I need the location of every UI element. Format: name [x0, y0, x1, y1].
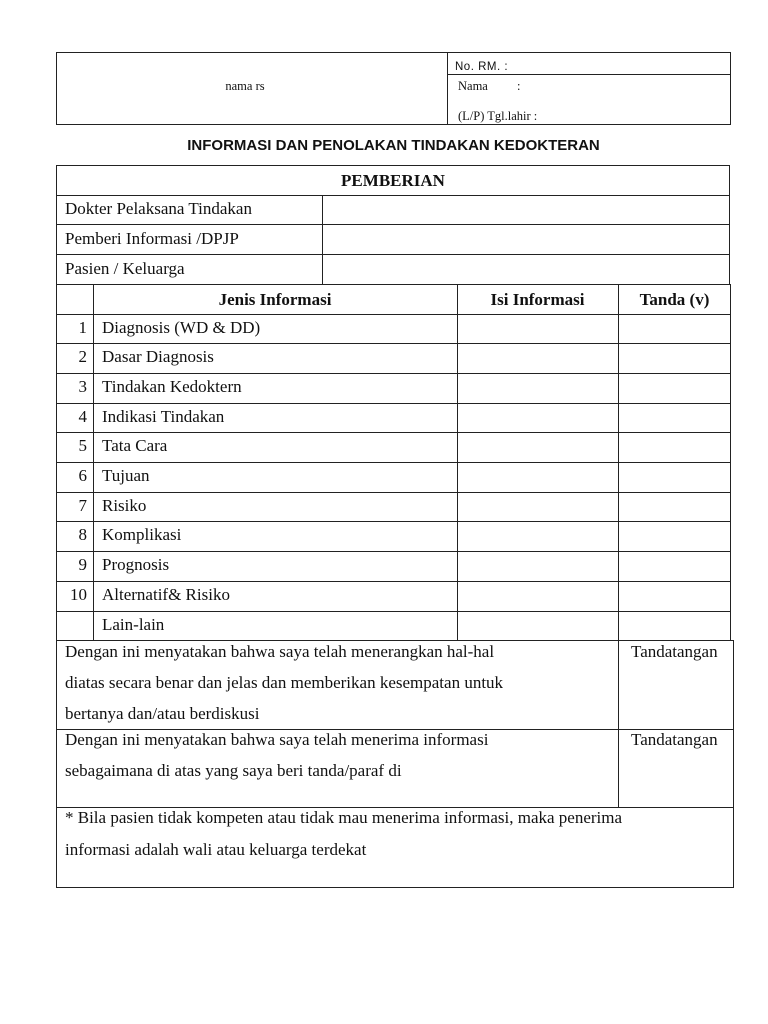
info-row-tanda-checkbox[interactable]: [619, 493, 730, 521]
info-row-label: Komplikasi: [102, 525, 182, 544]
info-row-label: Risiko: [102, 496, 147, 515]
doctor-signature-field[interactable]: [619, 664, 733, 728]
patient-name-colon: :: [517, 79, 521, 93]
info-row-isi-cell[interactable]: [458, 522, 617, 550]
info-row-number: 6: [78, 466, 87, 485]
info-row-isi-cell[interactable]: [458, 374, 617, 402]
info-row-isi-cell[interactable]: [458, 493, 617, 521]
doctor-statement-line-3: bertanya dan/atau berdiskusi: [65, 704, 260, 723]
info-row-tanda-checkbox[interactable]: [619, 552, 730, 580]
info-row-tanda-checkbox[interactable]: [619, 404, 730, 432]
doctor-signature-label: Tandatangan: [631, 642, 718, 661]
info-row-label: Diagnosis (WD & DD): [102, 318, 261, 337]
info-row-isi-cell[interactable]: [458, 404, 617, 432]
info-row-number: 10: [70, 585, 87, 604]
info-row-number: 5: [78, 436, 87, 455]
form-title: INFORMASI DAN PENOLAKAN TINDAKAN KEDOKTERAN: [187, 137, 600, 154]
info-row-tanda-checkbox[interactable]: [619, 374, 730, 402]
pemberian-value-dokter[interactable]: [323, 196, 729, 224]
info-row-isi-cell[interactable]: [458, 315, 617, 343]
info-header-isi: Isi Informasi: [490, 290, 585, 309]
patient-dob-field[interactable]: (L/P) Tgl.lahir :: [458, 109, 538, 123]
info-row-label: Dasar Diagnosis: [102, 347, 214, 366]
info-row-isi-cell[interactable]: [458, 344, 617, 372]
pemberian-label-pasien: Pasien / Keluarga: [65, 259, 185, 278]
info-row-tanda-checkbox[interactable]: [619, 582, 730, 610]
info-row-label: Lain-lain: [102, 615, 165, 634]
info-row-tanda-checkbox[interactable]: [619, 463, 730, 491]
pemberian-value-pemberi[interactable]: [323, 225, 729, 254]
info-row-number: 9: [78, 555, 87, 574]
info-row-label: Alternatif& Risiko: [102, 585, 230, 604]
info-row-isi-cell[interactable]: [458, 463, 617, 491]
info-row-isi-cell[interactable]: [458, 433, 617, 461]
pemberian-label-pemberi: Pemberi Informasi /DPJP: [65, 229, 239, 248]
info-row-tanda-checkbox[interactable]: [619, 315, 730, 343]
no-rm-field[interactable]: No. RM. :: [455, 61, 509, 73]
info-header-jenis: Jenis Informasi: [218, 290, 332, 309]
info-row-label: Tata Cara: [102, 436, 168, 455]
footnote-line-2: informasi adalah wali atau keluarga terdekat: [65, 840, 367, 859]
info-row-tanda-checkbox[interactable]: [619, 344, 730, 372]
info-row-number: 4: [78, 407, 87, 426]
info-row-isi-cell[interactable]: [458, 552, 617, 580]
patient-name-label: Nama: [458, 79, 488, 93]
doctor-statement-line-2: diatas secara benar dan jelas dan memberikan kesempatan untuk: [65, 673, 504, 692]
info-row-tanda-checkbox[interactable]: [619, 522, 730, 550]
header-divider: [447, 52, 448, 125]
doctor-statement-line-1: Dengan ini menyatakan bahwa saya telah menerangkan hal-hal: [65, 642, 495, 661]
pemberian-label-dokter: Dokter Pelaksana Tindakan: [65, 199, 252, 218]
info-header-tanda: Tanda (v): [639, 290, 710, 309]
info-row-isi-cell[interactable]: [458, 612, 617, 640]
info-row-label: Tujuan: [102, 466, 150, 485]
info-row-number: 3: [78, 377, 87, 396]
info-row-label: Indikasi Tindakan: [102, 407, 225, 426]
patient-statement-line-1: Dengan ini menyatakan bahwa saya telah menerima informasi: [65, 730, 489, 749]
info-row-number: 1: [78, 318, 87, 337]
patient-statement-line-2: sebagaimana di atas yang saya beri tanda/paraf di: [65, 761, 402, 780]
hospital-name: nama rs: [225, 79, 265, 93]
info-row-tanda-checkbox[interactable]: [619, 612, 730, 640]
info-row-number: 7: [78, 496, 87, 515]
info-row-label: Prognosis: [102, 555, 170, 574]
info-row-label: Tindakan Kedoktern: [102, 377, 242, 396]
pemberian-heading: PEMBERIAN: [341, 171, 445, 190]
pemberian-value-pasien[interactable]: [323, 255, 729, 284]
no-rm-underline: [447, 74, 731, 75]
info-row-number: 2: [78, 347, 87, 366]
info-row-tanda-checkbox[interactable]: [619, 433, 730, 461]
patient-signature-field[interactable]: [619, 752, 733, 806]
patient-signature-label: Tandatangan: [631, 730, 718, 749]
info-row-number: 8: [78, 525, 87, 544]
info-row-isi-cell[interactable]: [458, 582, 617, 610]
footnote-line-1: * Bila pasien tidak kompeten atau tidak mau menerima informasi, maka penerima: [65, 808, 623, 827]
